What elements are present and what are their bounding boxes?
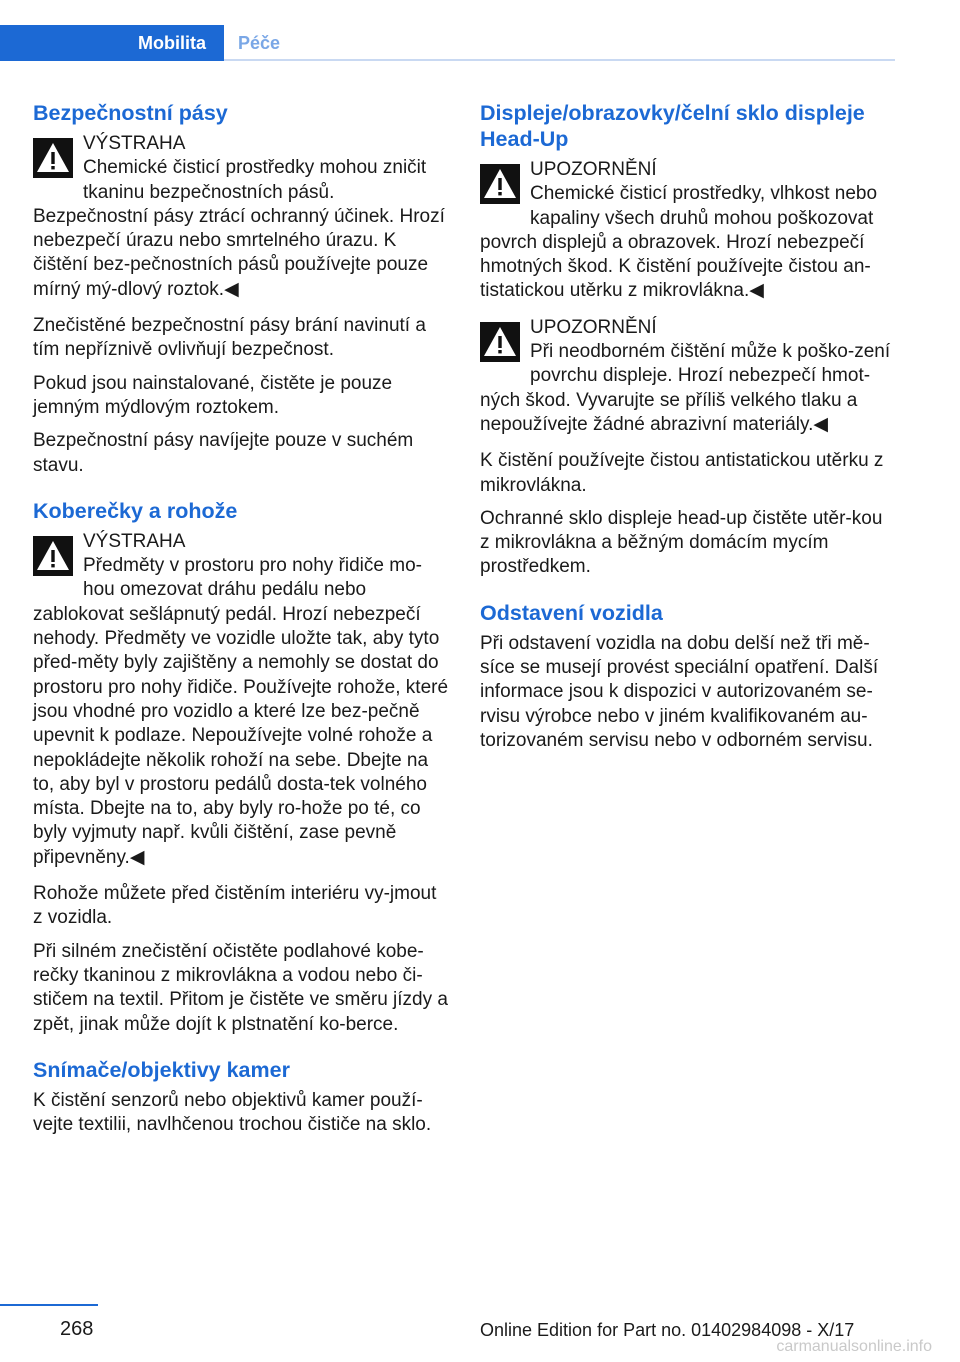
warning-triangle-icon [480, 164, 520, 204]
paragraph: Znečistěné bezpečnostní pásy brání navinutí a tím nepříznivě ovlivňují bezpečnost. [33, 315, 426, 361]
heading-camera-sensors: Snímače/objektivy kamer [33, 1057, 290, 1082]
paragraph: Ochranné sklo displeje head-up čistěte utěr‐kou z mikrovlákna a běžným domácím mycím prostředkem. [480, 507, 883, 578]
section-seat-belts [33, 100, 449, 478]
heading-displays: Displeje/obrazovky/čelní sklo displeje Head-Up [480, 101, 865, 151]
warning-triangle-icon [33, 138, 73, 178]
warning-text: Chemické čisticí prostředky mohou zničit tkaninu bezpečnostních pásů. Bezpečnostní pásy ztrácí ochranný účinek. Hrozí nebezpečí úrazu nebo smrtelného úrazu. K čištění bez‐pečnostních pásů používejte pouze mírný mý‐dlový roztok.◀ [33, 157, 445, 300]
paragraph: Pokud jsou nainstalované, čistěte je pouze jemným mýdlovým roztokem. [33, 372, 393, 418]
watermark: carmanualsonline.info [776, 1338, 932, 1355]
warning-triangle-icon [33, 536, 73, 576]
section-displays [480, 100, 894, 580]
paragraph: K čistění senzorů nebo objektivů kamer použí‐vejte textilii, navlhčenou trochou čističe na sklo. [33, 1089, 432, 1136]
notice-label: UPOZORNĚNÍ [530, 159, 657, 180]
tab-mobilita-label: Mobilita [138, 32, 206, 53]
warning-label: VÝSTRAHA [83, 133, 186, 154]
section-parking-vehicle [480, 600, 894, 753]
right-column [480, 100, 894, 773]
warning-block [33, 530, 449, 870]
notice-text: Chemické čisticí prostředky, vlhkost nebo kapaliny všech druhů mohou poškozovat povrch displejů a obrazovek. Hrozí nebezpečí hmotných škod. K čistění používejte čistou an‐tistatickou utěrku z mikrovlákna.◀ [480, 183, 878, 302]
section-camera-sensors [33, 1057, 449, 1138]
paragraph: Bezpečnostní pásy navíjejte pouze v suchém stavu. [33, 430, 414, 476]
warning-label: VÝSTRAHA [83, 530, 186, 552]
section-floor-mats [33, 498, 449, 1037]
chapter-tabs [0, 25, 895, 61]
tab-pece-label: Péče [238, 32, 281, 53]
footer-accent-line [0, 1304, 98, 1306]
page-number: 268 [60, 1318, 94, 1340]
notice-block [480, 316, 894, 437]
tab-pece[interactable] [224, 25, 280, 61]
paragraph: Při silném znečistění očistěte podlahové kobe‐rečky tkaninou z mikrovlákna a vodou nebo či‐stičem na textil. Přitom je čistěte ve směru jízdy a zpět, jinak může dojít k plstnatění ko‐berce. [33, 940, 448, 1035]
warning-triangle-icon [480, 322, 520, 362]
tab-underline [224, 59, 895, 61]
notice-label: UPOZORNĚNÍ [530, 316, 657, 338]
paragraph: K čistění používejte čistou antistatickou utěrku z mikrovlákna. [480, 450, 884, 496]
edition-info: Online Edition for Part no. 01402984098 - X/17 [480, 1320, 855, 1340]
heading-seat-belts: Bezpečnostní pásy [33, 101, 228, 125]
tab-mobilita[interactable] [0, 25, 224, 61]
notice-block [480, 158, 894, 304]
paragraph: Rohože můžete před čistěním interiéru vy‐jmout z vozidla. [33, 883, 437, 929]
warning-text: Předměty v prostoru pro nohy řidiče mo‐hou omezovat dráhu pedálu nebo zablokovat sešlápnutý pedál. Hrozí nebezpečí nehody. Předměty ve vozidle uložte tak, aby tyto před‐měty byly zajištěny a nemohly se dostat do prostoru pro nohy řidiče. Používejte rohože, které jsou vhodné pro vozidlo a které lze bez‐pečně upevnit k podlaze. Nepoužívejte volné rohože a nepokládejte několik rohoží na sebe. Dbejte na to, aby byl v prostoru pedálů dosta‐tek volného místa. Dbejte na to, aby byly ro‐hože po té, co byly vyjmuty např. kvůli čištění, zase pevně připevněny.◀ [33, 555, 449, 868]
heading-parking-vehicle: Odstavení vozidla [480, 600, 663, 625]
left-column [33, 100, 449, 1157]
notice-text: Při neodborném čištění může k poško‐zení povrchu displeje. Hrozí nebezpečí hmot‐ných škod. Vyvarujte se příliš velkého tlaku a nepoužívejte žádné abrazivní materiály.◀ [480, 341, 891, 435]
paragraph: Při odstavení vozidla na dobu delší než tři mě‐síce se musejí provést speciální opatření. Další informace jsou k dispozici v autorizovaném se‐rvisu výrobce nebo v jiném kvalifikovaném au‐torizovaném servisu nebo v odborném servisu. [480, 632, 879, 751]
heading-floor-mats: Koberečky a rohože [33, 498, 238, 523]
warning-block [33, 132, 449, 302]
